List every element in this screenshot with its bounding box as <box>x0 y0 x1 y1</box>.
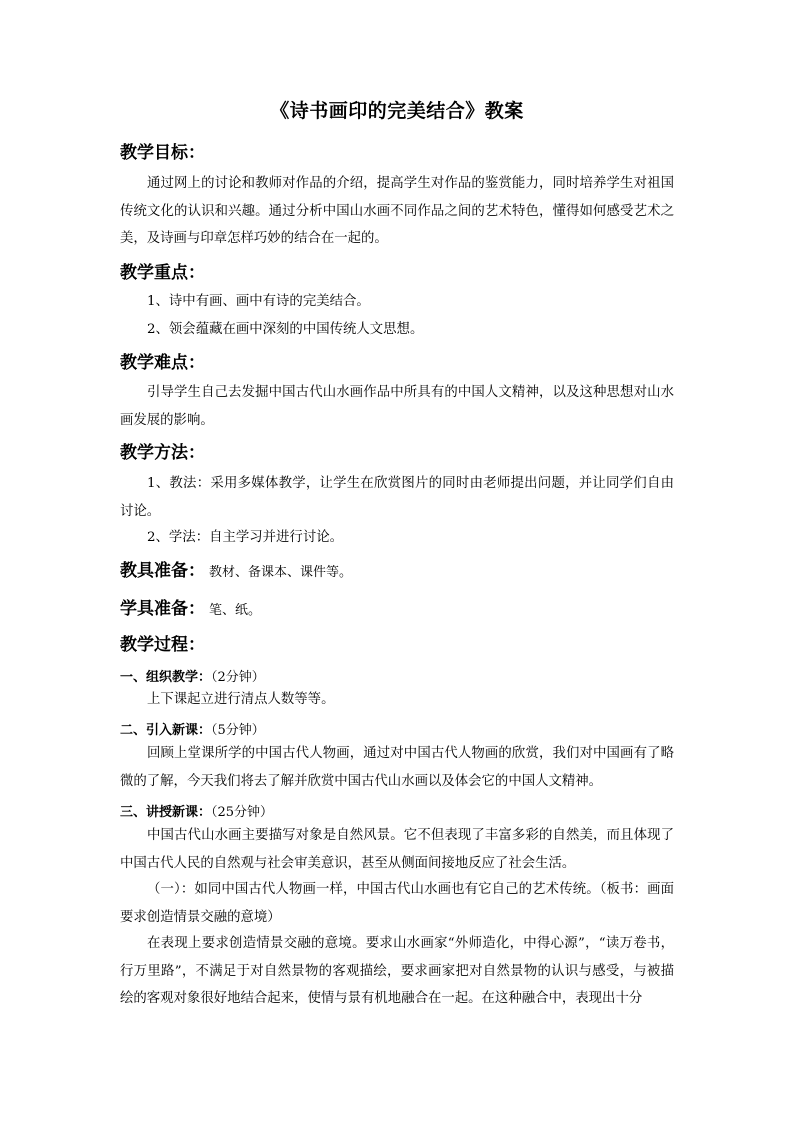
method-heading: 教学方法： <box>120 443 205 463</box>
key-heading: 教学重点： <box>120 263 205 283</box>
step1-text: 上下课起立进行清点人数等等。 <box>147 692 335 707</box>
method-item-2: 2、学法：自主学习并进行讨论。 <box>147 530 343 545</box>
key-item-2: 2、领会蕴藏在画中深刻的中国传统人文思想。 <box>147 322 424 337</box>
goal-paragraph: 通过网上的讨论和教师对作品的介绍，提高学生对作品的鉴赏能力，同时培养学生对祖国传统文化的认识和兴趣。通过分析中国山水画不同作品之间的艺术特色，懂得如何感受艺术之美，及诗画与印章怎样巧妙的结合在一起的。 <box>120 176 674 246</box>
step3-label: 三、讲授新课： <box>120 805 212 820</box>
step2-paragraph: 回顾上堂课所学的中国古代人物画，通过对中国古代人物画的欣赏，我们对中国画有了略微的了解，今天我们将去了解并欣赏中国古代山水画以及体会它的中国人文精神。 <box>120 746 674 789</box>
step1-heading <box>120 666 265 685</box>
tools-label: 教具准备： <box>120 561 205 581</box>
step1-label: 一、组织教学： <box>120 670 212 685</box>
student-tools-label: 学具准备： <box>120 599 205 619</box>
step2-label: 二、引入新课： <box>120 723 212 738</box>
difficulty-paragraph: 引导学生自己去发掘中国古代山水画作品中所具有的中国人文精神，以及这种思想对山水画发展的影响。 <box>120 385 674 428</box>
part1-detail-paragraph: 在表现上要求创造情景交融的意境。要求山水画家“外师造化，中得心源”，“读万卷书，行万里路”，不满足于对自然景物的客观描绘，要求画家把对自然景物的认识与感受，与被描绘的客观对象很好地结合起来，使情与景有机地融合在一起。在这种融合中，表现出十分 <box>120 936 674 1006</box>
tools-text: 教材、备课本、课件等。 <box>209 565 353 580</box>
step1-time: （2分钟） <box>211 670 265 685</box>
page-title: 《诗书画印的完美结合》教案 <box>270 100 524 122</box>
key-item-1: 1、诗中有画、画中有诗的完美结合。 <box>147 294 370 309</box>
process-heading: 教学过程： <box>120 635 205 655</box>
step3-time: （25分钟） <box>211 805 274 820</box>
goal-heading: 教学目标： <box>120 143 205 163</box>
student-tools-text: 笔、纸。 <box>209 603 262 618</box>
part1-paragraph: （一）：如同中国古代人物画一样，中国古代山水画也有它自己的艺术传统。（板书：画面要求创造情景交融的意境） <box>120 882 674 925</box>
step3-paragraph: 中国古代山水画主要描写对象是自然风景。它不但表现了丰富多彩的自然美，而且体现了中国古代人民的自然观与社会审美意识，甚至从侧面间接地反应了社会生活。 <box>120 828 674 871</box>
difficulty-heading: 教学难点： <box>120 353 205 373</box>
step2-heading <box>120 719 265 738</box>
step3-heading <box>120 801 273 820</box>
step2-time: （5分钟） <box>211 723 265 738</box>
student-tools-heading <box>120 594 261 619</box>
method-item-1: 1、教法：采用多媒体教学，让学生在欣赏图片的同时由老师提出问题，并让同学们自由讨论。 <box>120 476 674 519</box>
tools-heading <box>120 556 352 581</box>
